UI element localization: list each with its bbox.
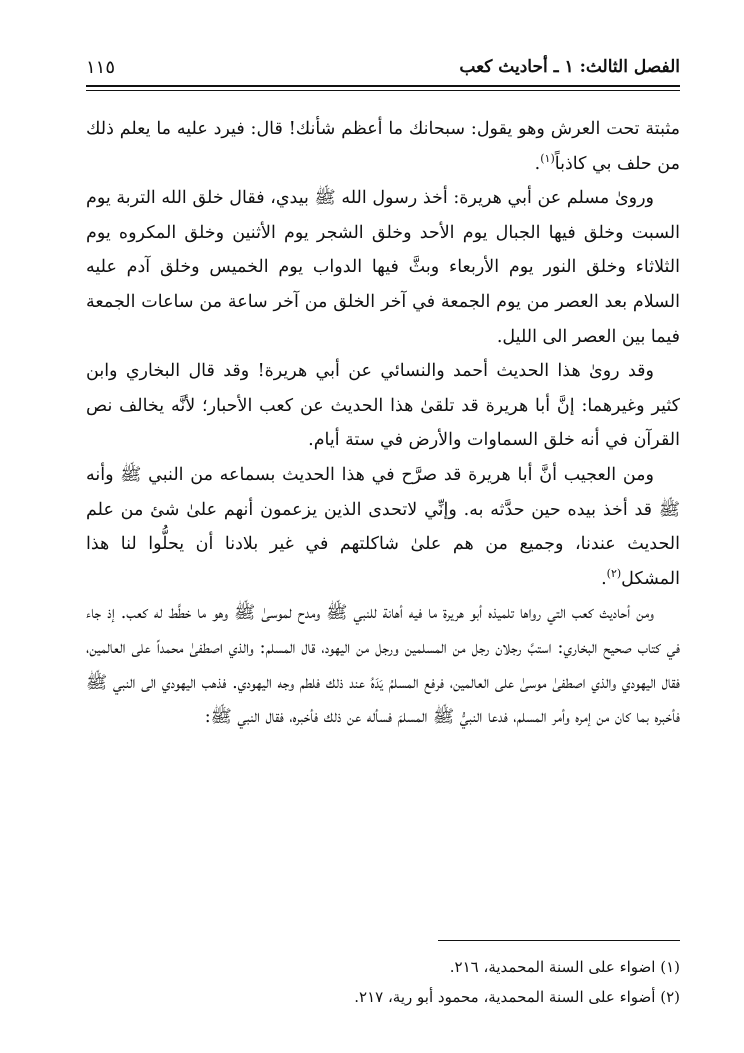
header-rule-thin: [86, 90, 680, 91]
footnote-ref-1[interactable]: (١): [540, 151, 555, 165]
header-rule-thick: [86, 85, 680, 87]
footnote-separator: [438, 940, 680, 941]
footnote-ref-2[interactable]: (٢): [606, 566, 622, 580]
paragraph-4: [86, 458, 680, 596]
footnotes: [86, 952, 680, 1012]
paragraph-1-text: مثبتة تحت العرش وهو يقول: سبحانك ما أعظم شأنك! قال: فيرد عليه ما يعلم ذلك من حلف بي كاذباً: [86, 119, 680, 174]
paragraph-5: ومن أحاديث كعب التي رواها تلميذه أبو هريرة ما فيه أهانة للنبي ﷺ ومدح لموسىٰ ﷺ وهو ما خطَّط له كعب. إذ جاء في كتاب صحيح البخاري: استبَّ رجلان رجل من المسلمين ورجل من اليهود، قال المسلم: والذي اصطفىٰ محمداً على العالمين، فقال اليهودي والذي اصطفىٰ موسىٰ على العالمين، فرفع المسلمُ يَدَهُ عند ذلك فلطم وجه اليهودي. فذهب اليهودي الى النبي ﷺ فأخبره بما كان من إمره وأمر المسلم، فدعا النبيُّ ﷺ المسلمَ فسأله عن ذلك فأخبره، فقال النبي ﷺ:: [86, 603, 680, 728]
chapter-title: الفصل الثالث: ١ ـ أحاديث كعب: [459, 57, 680, 77]
footnote-1: (١) اضواء على السنة المحمدية، ٢١٦.: [449, 958, 680, 976]
page-number: ١١٥: [86, 56, 116, 78]
running-header: [86, 50, 680, 84]
body-text: [86, 112, 680, 735]
paragraph-4-end: .: [601, 568, 607, 589]
paragraph-1: [86, 112, 680, 181]
paragraph-4-text: ومن العجيب أنَّ أبا هريرة قد صرَّح في هذا الحديث بسماعه من النبي ﷺ وأنه ﷺ قد أخذ بيده حين حدَّثه به. وإنِّي لاتحدى الذين يزعمون أنهم علىٰ شئ من علم الحديث عندنا، وجميع من هم علىٰ شاكلتهم في غير بلادنا أن يحلُّوا لنا هذا المشكل: [86, 464, 680, 589]
paragraph-2: ورویٰ مسلم عن أبي هريرة: أخذ رسول الله ﷺ بيدي، فقال خلق الله التربة يوم السبت وخلق فيها الجبال يوم الأحد وخلق الشجر يوم الأثنين وخلق المكروه يوم الثلاثاء وخلق النور يوم الأربعاء وبثَّ فيها الدواب يوم الخميس وخلق آدم عليه السلام بعد العصر من يوم الجمعة في آخر الخلق من آخر ساعة من ساعات الجمعة فيما بين العصر الى الليل.: [86, 188, 680, 347]
paragraph-3: وقد رویٰ هذا الحديث أحمد والنسائي عن أبي هريرة! وقد قال البخاري وابن كثير وغيرهما: إنَّ أبا هريرة قد تلقىٰ هذا الحديث عن كعب الأحبار؛ لأنَّه يخالف نص القرآن في أنه خلق السماوات والأرض في ستة أيام.: [86, 361, 680, 451]
paragraph-1-end: .: [534, 153, 541, 174]
footnote-2: (٢) أضواء على السنة المحمدية، محمود أبو رية، ٢١٧.: [354, 988, 680, 1006]
